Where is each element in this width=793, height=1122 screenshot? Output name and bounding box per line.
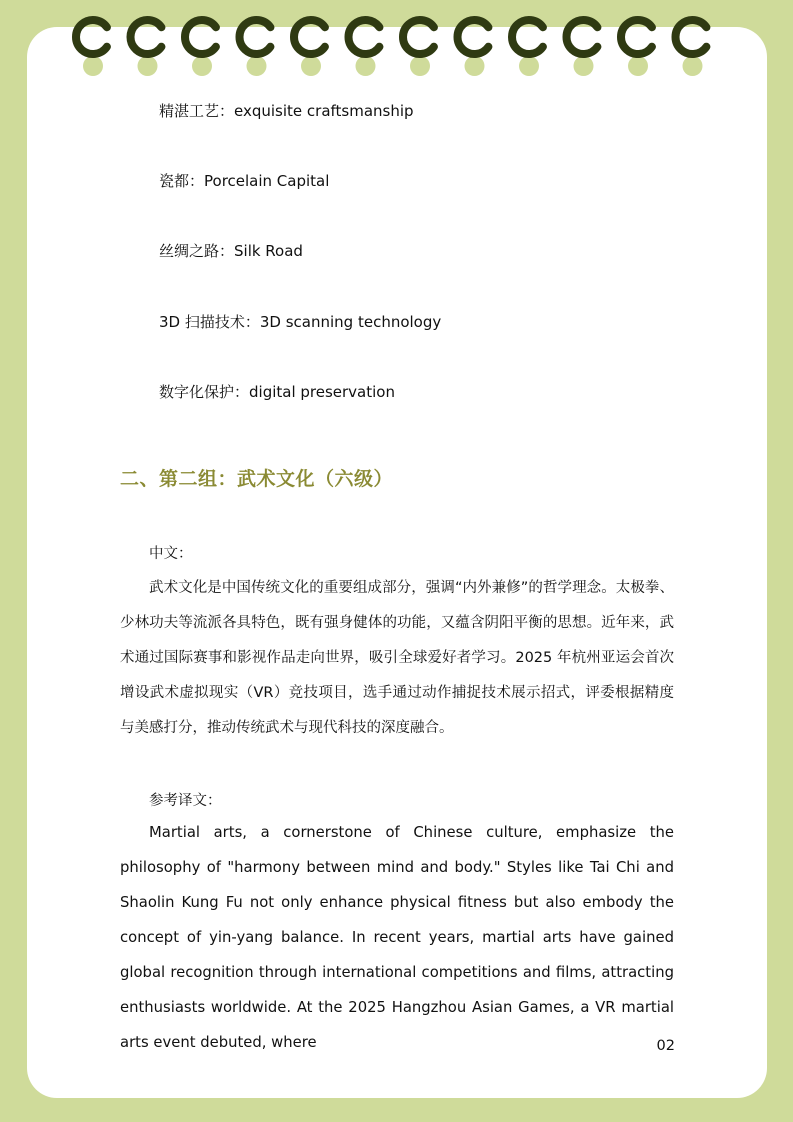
glossary-item-silk-road: 丝绸之路：Silk Road bbox=[159, 242, 303, 260]
section-heading: 二、第二组：武术文化（六级） bbox=[120, 468, 394, 490]
translation-paragraph: Martial arts, a cornerstone of Chinese culture, emphasize the philosophy of "harmony between mind and body." Styles like Tai Chi and Shaolin Kung Fu not only enhance physical fitness but also embody the concept of yin-yang balance. In recent years, martial arts have gained global recognition through international competitions and films, attracting enthusiasts worldwide. At the 2025 Hangzhou Asian Games, a VR martial arts event debuted, where bbox=[120, 824, 674, 1051]
glossary-item-digital-preservation: 数字化保护：digital preservation bbox=[159, 383, 395, 401]
chinese-label: 中文： bbox=[149, 546, 193, 562]
glossary-item-3d-scanning: 3D 扫描技术：3D scanning technology bbox=[159, 313, 442, 331]
glossary-item-porcelain-capital: 瓷都：Porcelain Capital bbox=[159, 172, 330, 190]
chinese-paragraph: 武术文化是中国传统文化的重要组成部分，强调“内外兼修”的哲学理念。太极拳、少林功夫等流派各具特色，既有强身健体的功能，又蕴含阴阳平衡的思想。近年来，武术通过国际赛事和影视作品走向世界，吸引全球爱好者学习。2025 年杭州亚运会首次增设武术虚拟现实（VR）竞技项目，选手通过动作捕捉技术展示招式，评委根据精度与美感打分，推动传统武术与现代科技的深度融合。 bbox=[120, 580, 674, 736]
glossary-item-craftsmanship: 精湛工艺：exquisite craftsmanship bbox=[159, 102, 414, 120]
translation-label: 参考译文： bbox=[149, 793, 222, 809]
page-number: 02 bbox=[656, 1038, 675, 1054]
